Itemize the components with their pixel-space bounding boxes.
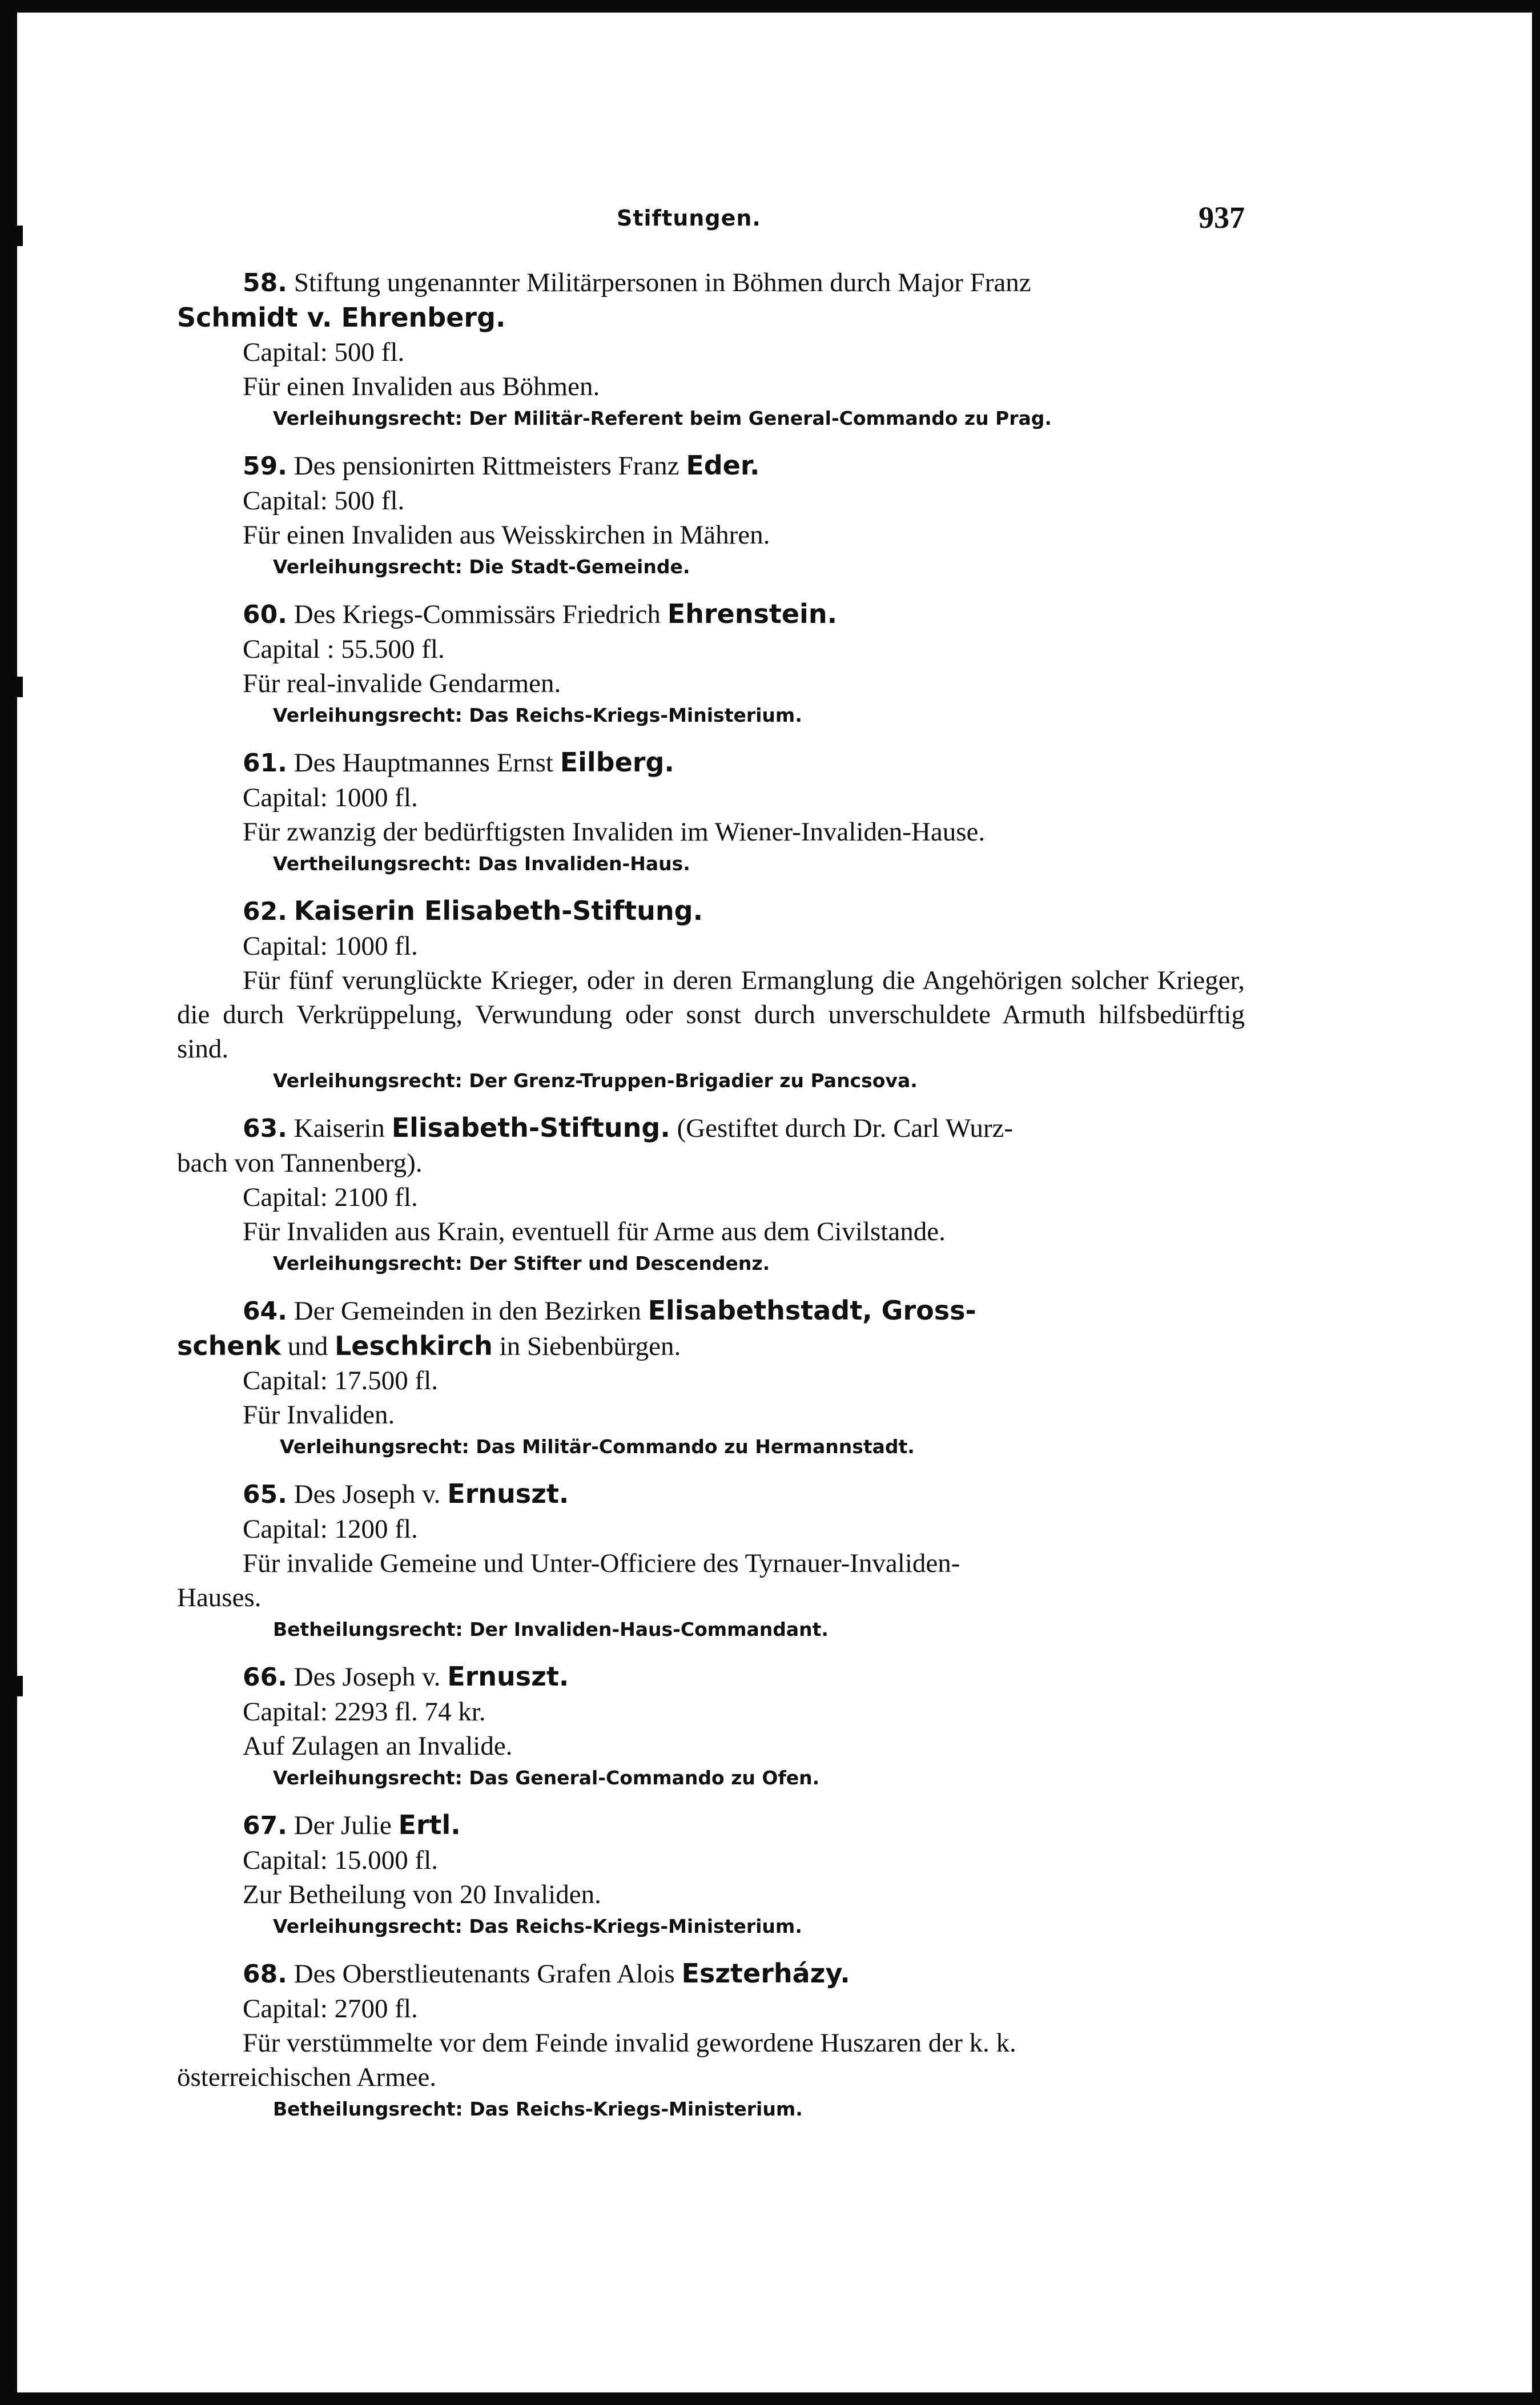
founder-name: Eszterházy. xyxy=(681,1958,850,1989)
purpose-line: Zur Betheilung von 20 Invaliden. xyxy=(243,1880,601,1909)
grant-right-line: Verleihungsrecht: Das Reichs-Kriegs-Ministerium. xyxy=(273,704,802,726)
capital-line: Capital: 500 fl. xyxy=(243,337,405,367)
entry-number: 67. xyxy=(243,1811,287,1840)
entry-intro: Der Julie xyxy=(293,1811,392,1840)
capital-line: Capital: 2100 fl. xyxy=(243,1183,418,1212)
entry-intro: Des Oberstlieutenants Grafen Alois xyxy=(293,1959,675,1989)
foundation-entry-63 xyxy=(177,1111,1245,1278)
grant-right-line: Verleihungsrecht: Das Reichs-Kriegs-Ministerium. xyxy=(273,1915,802,1937)
foundation-name: Kaiserin Elisabeth-Stiftung. xyxy=(293,895,703,926)
allotment-right-line: Betheilungsrecht: Das Reichs-Kriegs-Ministerium. xyxy=(273,2098,803,2120)
running-title: Stiftungen. xyxy=(617,206,761,231)
capital-line: Capital: 1000 fl. xyxy=(243,783,418,813)
district-name: Leschkirch xyxy=(334,1330,493,1361)
page-number: 937 xyxy=(1199,200,1245,235)
entry-heading xyxy=(177,894,1245,929)
entry-intro: Des Joseph v. xyxy=(293,1479,441,1509)
entry-heading xyxy=(177,1293,1245,1329)
purpose-line: Für real-invalide Gendarmen. xyxy=(243,669,561,698)
scan-border-bottom xyxy=(0,2392,1540,2405)
page-body xyxy=(177,266,1245,2139)
purpose-paragraph: Für fünf verunglückte Krieger, oder in deren Ermanglung die Angehörigen solcher Krieger, die durch Verkrüppelung, Verwundung oder sonst durch unverschuldete Armuth hilfsbedürftig sind. xyxy=(177,966,1245,1064)
binding-mark xyxy=(17,1676,23,1696)
entry-intro: Des pensionirten Rittmeisters Franz xyxy=(293,451,679,481)
foundation-entry-66 xyxy=(177,1659,1245,1793)
entry-number: 58. xyxy=(243,268,287,297)
foundation-entry-58 xyxy=(177,266,1245,433)
grant-right-line: Verleihungsrecht: Der Grenz-Truppen-Brigadier zu Pancsova. xyxy=(273,1069,918,1092)
scan-border-left xyxy=(0,0,17,2405)
entry-note: (Gestiftet durch Dr. Carl Wurz- xyxy=(677,1113,1014,1143)
district-name: Elisabethstadt, Gross- xyxy=(648,1295,976,1326)
capital-line: Capital : 55.500 fl. xyxy=(243,634,445,664)
grant-right-line: Verleihungsrecht: Der Stifter und Descendenz. xyxy=(273,1252,770,1274)
capital-line: Capital: 17.500 fl. xyxy=(243,1366,439,1395)
purpose-line: Für verstümmelte vor dem Feinde invalid gewordene Huszaren der k. k. xyxy=(243,2028,1016,2058)
purpose-line: Für einen Invaliden aus Weisskirchen in Mähren. xyxy=(243,520,770,550)
purpose-line: Für zwanzig der bedürftigsten Invaliden im Wiener-Invaliden-Hause. xyxy=(243,817,986,847)
entry-number: 59. xyxy=(243,452,287,481)
entry-number: 64. xyxy=(243,1297,287,1326)
founder-name: Ertl. xyxy=(398,1809,461,1840)
foundation-entry-60 xyxy=(177,597,1245,730)
foundation-name: Elisabeth-Stiftung. xyxy=(391,1112,670,1143)
entry-intro: Der Gemeinden in den Bezirken xyxy=(293,1296,641,1326)
purpose-line-cont: österreichischen Armee. xyxy=(177,2062,437,2092)
entry-number: 63. xyxy=(243,1114,287,1143)
distribution-right-line: Vertheilungsrecht: Das Invaliden-Haus. xyxy=(273,852,690,875)
founder-name: Eder. xyxy=(686,450,760,481)
purpose-line: Für invalide Gemeine und Unter-Officiere des Tyrnauer-Invaliden- xyxy=(243,1549,960,1578)
entry-heading-cont: bach von Tannenberg). xyxy=(177,1148,423,1178)
conjunction: und xyxy=(287,1332,328,1361)
binding-mark xyxy=(17,677,23,697)
foundation-entry-65 xyxy=(177,1477,1245,1644)
binding-mark xyxy=(17,226,23,246)
entry-heading xyxy=(177,597,1245,632)
district-name: schenk xyxy=(177,1330,281,1361)
entry-intro: Kaiserin xyxy=(293,1113,385,1143)
capital-line: Capital: 15.000 fl. xyxy=(243,1845,439,1875)
purpose-line: Für Invaliden aus Krain, eventuell für Arme aus dem Civilstande. xyxy=(243,1217,946,1246)
entry-intro: Stiftung ungenannter Militärpersonen in Böhmen durch Major Franz xyxy=(293,268,1031,297)
entry-number: 68. xyxy=(243,1960,287,1989)
scan-border-right xyxy=(1532,0,1540,2405)
purpose-line: Auf Zulagen an Invalide. xyxy=(243,1731,513,1761)
entry-number: 60. xyxy=(243,600,287,629)
foundation-entry-62 xyxy=(177,894,1245,1096)
entry-intro: Des Joseph v. xyxy=(293,1662,441,1692)
foundation-entry-67 xyxy=(177,1808,1245,1941)
founder-name: Ehrenstein. xyxy=(667,598,838,629)
entry-number: 62. xyxy=(243,897,287,926)
founder-name: Schmidt v. Ehrenberg. xyxy=(177,302,506,333)
entry-heading xyxy=(177,745,1245,781)
capital-line: Capital: 2293 fl. 74 kr. xyxy=(243,1697,486,1727)
entry-number: 61. xyxy=(243,749,287,778)
capital-line: Capital: 2700 fl. xyxy=(243,1994,418,2024)
purpose-line: Für einen Invaliden aus Böhmen. xyxy=(243,372,600,401)
entry-heading xyxy=(177,1659,1245,1695)
purpose-line: Für Invaliden. xyxy=(243,1400,395,1430)
grant-right-line: Verleihungsrecht: Der Militär-Referent beim General-Commando zu Prag. xyxy=(273,407,1052,429)
entry-heading xyxy=(177,1111,1245,1146)
running-header xyxy=(177,200,1245,246)
region-text: in Siebenbürgen. xyxy=(499,1332,681,1361)
grant-right-line: Verleihungsrecht: Das General-Commando zu Ofen. xyxy=(273,1767,820,1789)
capital-line: Capital: 500 fl. xyxy=(243,486,405,516)
grant-right-line: Verleihungsrecht: Die Stadt-Gemeinde. xyxy=(273,556,690,578)
foundation-entry-59 xyxy=(177,448,1245,582)
founder-name: Ernuszt. xyxy=(447,1661,569,1692)
entry-number: 66. xyxy=(243,1663,287,1692)
grant-right-line: Verleihungsrecht: Das Militär-Commando zu Hermannstadt. xyxy=(280,1435,915,1458)
foundation-entry-68 xyxy=(177,1956,1245,2124)
capital-line: Capital: 1200 fl. xyxy=(243,1514,418,1544)
founder-name: Eilberg. xyxy=(560,747,674,778)
entry-heading-cont xyxy=(177,1329,1245,1364)
allotment-right-line: Betheilungsrecht: Der Invaliden-Haus-Commandant. xyxy=(273,1618,829,1640)
entry-heading xyxy=(177,448,1245,484)
foundation-entry-64 xyxy=(177,1293,1245,1462)
entry-heading xyxy=(177,266,1245,300)
entry-intro: Des Kriegs-Commissärs Friedrich xyxy=(293,600,661,629)
entry-heading xyxy=(177,1956,1245,1992)
entry-heading xyxy=(177,1477,1245,1512)
entry-number: 65. xyxy=(243,1480,287,1509)
entry-heading-cont xyxy=(177,300,1245,335)
founder-name: Ernuszt. xyxy=(447,1478,569,1509)
foundation-entry-61 xyxy=(177,745,1245,879)
entry-intro: Des Hauptmannes Ernst xyxy=(293,748,553,778)
capital-line: Capital: 1000 fl. xyxy=(243,931,418,961)
entry-heading xyxy=(177,1808,1245,1843)
purpose-line-cont: Hauses. xyxy=(177,1583,262,1612)
scan-border-top xyxy=(0,0,1540,13)
